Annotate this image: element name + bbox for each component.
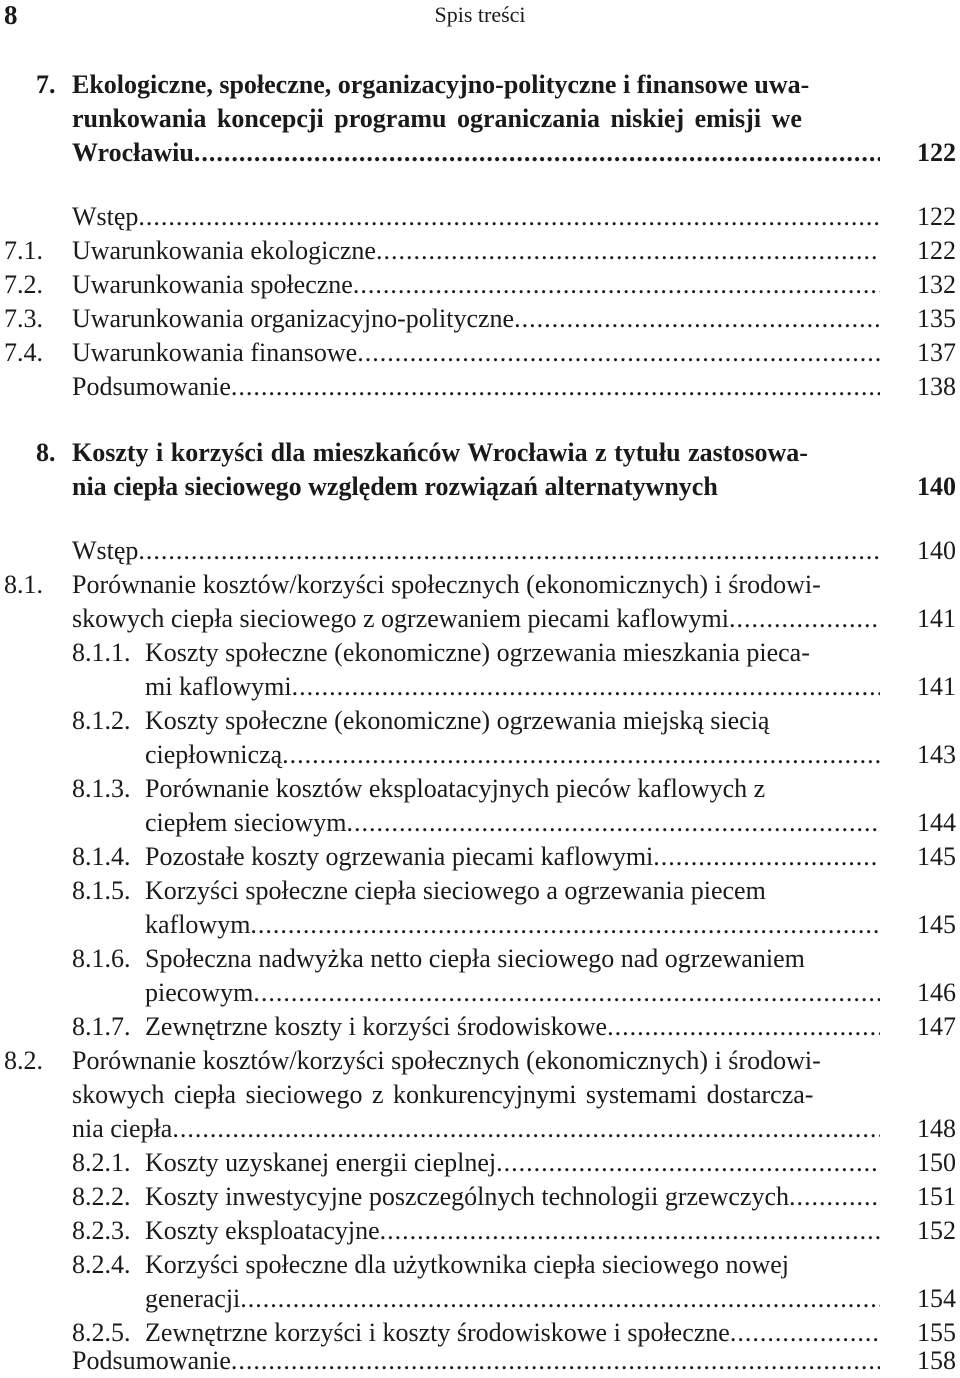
leader-dots bbox=[729, 602, 880, 636]
leader-dots bbox=[514, 302, 880, 336]
subsection-number: 8.2.1. bbox=[72, 1148, 131, 1177]
page-ref: 144 bbox=[917, 808, 956, 837]
leader-dots bbox=[376, 234, 880, 268]
entry-title: Uwarunkowania finansowe bbox=[72, 338, 358, 367]
entry-line bbox=[145, 976, 880, 1010]
entry-line bbox=[72, 1112, 880, 1146]
chapter-title-line: runkowania koncepcji programu ograniczania niskiej emisji we bbox=[72, 104, 802, 133]
entry-line: Porównanie kosztów eksploatacyjnych pieców kaflowych z bbox=[145, 774, 766, 803]
subsection-number: 8.1.2. bbox=[72, 706, 131, 735]
entry-title: Uwarunkowania ekologiczne bbox=[72, 236, 376, 265]
page-ref: 145 bbox=[917, 842, 956, 871]
entry-line bbox=[145, 806, 880, 840]
subsection-number: 8.2.3. bbox=[72, 1216, 131, 1245]
entry-title: Koszty inwestycyjne poszczególnych technologii grzewczych bbox=[145, 1182, 789, 1211]
leader-dots bbox=[240, 1282, 880, 1316]
page-ref: 122 bbox=[917, 236, 956, 265]
page-ref: 132 bbox=[917, 270, 956, 299]
page-ref: 141 bbox=[917, 672, 956, 701]
entry-line: Koszty społeczne (ekonomiczne) ogrzewania mieszkania pieca- bbox=[145, 638, 810, 667]
page-ref: 137 bbox=[917, 338, 956, 367]
page-number: 8 bbox=[4, 0, 18, 30]
entry-line bbox=[72, 336, 880, 370]
entry-line bbox=[72, 534, 880, 568]
entry-line bbox=[72, 370, 880, 404]
entry-title: skowych ciepła sieciowego z ogrzewaniem piecami kaflowymi bbox=[72, 604, 729, 633]
page-ref: 150 bbox=[917, 1148, 956, 1177]
section-number: 8.2. bbox=[4, 1046, 43, 1075]
entry-line bbox=[72, 302, 880, 336]
page-ref: 138 bbox=[917, 372, 956, 401]
chapter-title-line: nia ciepła sieciowego względem rozwiązań alternatywnych bbox=[72, 472, 718, 501]
entry-line bbox=[145, 1282, 880, 1316]
page-ref: 155 bbox=[917, 1318, 956, 1347]
entry-line bbox=[145, 1180, 880, 1214]
entry-title: nia ciepła bbox=[72, 1114, 173, 1143]
entry-title: generacji bbox=[145, 1284, 241, 1313]
chapter-number: 7. bbox=[36, 70, 56, 99]
entry-title: Wstęp bbox=[72, 202, 139, 231]
entry-line bbox=[72, 200, 880, 234]
subsection-number: 8.2.5. bbox=[72, 1318, 131, 1347]
entry-title: ciepłowniczą bbox=[145, 740, 283, 769]
leader-dots bbox=[138, 534, 880, 568]
page-ref: 146 bbox=[917, 978, 956, 1007]
section-number: 7.3. bbox=[4, 304, 43, 333]
leader-dots bbox=[231, 370, 880, 404]
entry-title: kaflowym bbox=[145, 910, 251, 939]
page-ref: 148 bbox=[917, 1114, 956, 1143]
entry-title: piecowym bbox=[145, 978, 254, 1007]
page-ref: 154 bbox=[917, 1284, 956, 1313]
entry-title: Podsumowanie bbox=[72, 372, 231, 401]
section-number: 7.4. bbox=[4, 338, 43, 367]
page-ref: 147 bbox=[917, 1012, 956, 1041]
page-ref: 122 bbox=[917, 202, 956, 231]
entry-title: Podsumowanie bbox=[72, 1346, 231, 1375]
page-ref: 151 bbox=[917, 1182, 956, 1211]
subsection-number: 8.1.6. bbox=[72, 944, 131, 973]
subsection-number: 8.1.3. bbox=[72, 774, 131, 803]
entry-line bbox=[72, 1344, 880, 1378]
page-ref: 122 bbox=[917, 138, 956, 167]
entry-line bbox=[145, 738, 880, 772]
subsection-number: 8.1.5. bbox=[72, 876, 131, 905]
page-ref: 158 bbox=[917, 1346, 956, 1375]
entry-line bbox=[72, 602, 880, 636]
leader-dots bbox=[253, 976, 880, 1010]
leader-dots bbox=[282, 738, 880, 772]
entry-line bbox=[72, 234, 880, 268]
page-ref: 140 bbox=[917, 536, 956, 565]
section-number: 7.1. bbox=[4, 236, 43, 265]
entry-line bbox=[145, 1010, 880, 1044]
entry-line bbox=[145, 840, 880, 874]
leader-dots bbox=[607, 1010, 880, 1044]
leader-dots bbox=[789, 1180, 880, 1214]
page-ref: 140 bbox=[917, 472, 956, 501]
subsection-number: 8.1.4. bbox=[72, 842, 131, 871]
page-ref: 141 bbox=[917, 604, 956, 633]
entry-title: Zewnętrzne koszty i korzyści środowiskowe bbox=[145, 1012, 608, 1041]
entry-line bbox=[72, 268, 880, 302]
chapter-title-line: Ekologiczne, społeczne, organizacyjno-polityczne i finansowe uwa- bbox=[72, 70, 810, 99]
entry-title: Pozostałe koszty ogrzewania piecami kaflowymi bbox=[145, 842, 654, 871]
leader-dots bbox=[496, 1146, 880, 1180]
chapter-title-line bbox=[72, 136, 880, 170]
entry-title: Koszty uzyskanej energii cieplnej bbox=[145, 1148, 497, 1177]
entry-title: Wstęp bbox=[72, 536, 139, 565]
entry-line: Koszty społeczne (ekonomiczne) ogrzewania miejską siecią bbox=[145, 706, 770, 735]
leader-dots bbox=[653, 840, 880, 874]
entry-title: ciepłem sieciowym bbox=[145, 808, 347, 837]
entry-line bbox=[145, 1214, 880, 1248]
leader-dots bbox=[172, 1112, 880, 1146]
leader-dots bbox=[138, 200, 880, 234]
subsection-number: 8.1.1. bbox=[72, 638, 131, 667]
page-ref: 145 bbox=[917, 910, 956, 939]
chapter-title-text: Wrocławiu bbox=[72, 138, 194, 167]
entry-line bbox=[145, 908, 880, 942]
entry-line: Porównanie kosztów/korzyści społecznych (ekonomicznych) i środowi- bbox=[72, 1046, 821, 1075]
entry-line bbox=[145, 1146, 880, 1180]
running-head: Spis treści bbox=[434, 2, 526, 27]
chapter-number: 8. bbox=[36, 438, 56, 467]
leader-dots bbox=[231, 1344, 880, 1378]
leader-dots bbox=[292, 670, 880, 704]
section-number: 7.2. bbox=[4, 270, 43, 299]
entry-line: Korzyści społeczne ciepła sieciowego a ogrzewania piecem bbox=[145, 876, 766, 905]
leader-dots bbox=[357, 336, 880, 370]
leader-dots bbox=[194, 136, 880, 170]
entry-line bbox=[145, 670, 880, 704]
subsection-number: 8.1.7. bbox=[72, 1012, 131, 1041]
entry-line: skowych ciepła sieciowego z konkurencyjnymi systemami dostarcza- bbox=[72, 1080, 814, 1109]
entry-line: Korzyści społeczne dla użytkownika ciepła sieciowego nowej bbox=[145, 1250, 789, 1279]
page-ref: 135 bbox=[917, 304, 956, 333]
entry-line: Społeczna nadwyżka netto ciepła sieciowego nad ogrzewaniem bbox=[145, 944, 805, 973]
leader-dots bbox=[380, 1214, 880, 1248]
entry-title: mi kaflowymi bbox=[145, 672, 292, 701]
entry-title: Zewnętrzne korzyści i koszty środowiskowe i społeczne bbox=[145, 1318, 730, 1347]
leader-dots bbox=[250, 908, 880, 942]
chapter-title-line: Koszty i korzyści dla mieszkańców Wrocławia z tytułu zastosowa- bbox=[72, 438, 808, 467]
leader-dots bbox=[346, 806, 880, 840]
entry-title: Koszty eksploatacyjne bbox=[145, 1216, 380, 1245]
page-ref: 152 bbox=[917, 1216, 956, 1245]
entry-line: Porównanie kosztów/korzyści społecznych (ekonomicznych) i środowi- bbox=[72, 570, 821, 599]
leader-dots bbox=[353, 268, 880, 302]
subsection-number: 8.2.2. bbox=[72, 1182, 131, 1211]
subsection-number: 8.2.4. bbox=[72, 1250, 131, 1279]
entry-title: Uwarunkowania społeczne bbox=[72, 270, 353, 299]
section-number: 8.1. bbox=[4, 570, 43, 599]
page-ref: 143 bbox=[917, 740, 956, 769]
entry-title: Uwarunkowania organizacyjno-polityczne bbox=[72, 304, 515, 333]
